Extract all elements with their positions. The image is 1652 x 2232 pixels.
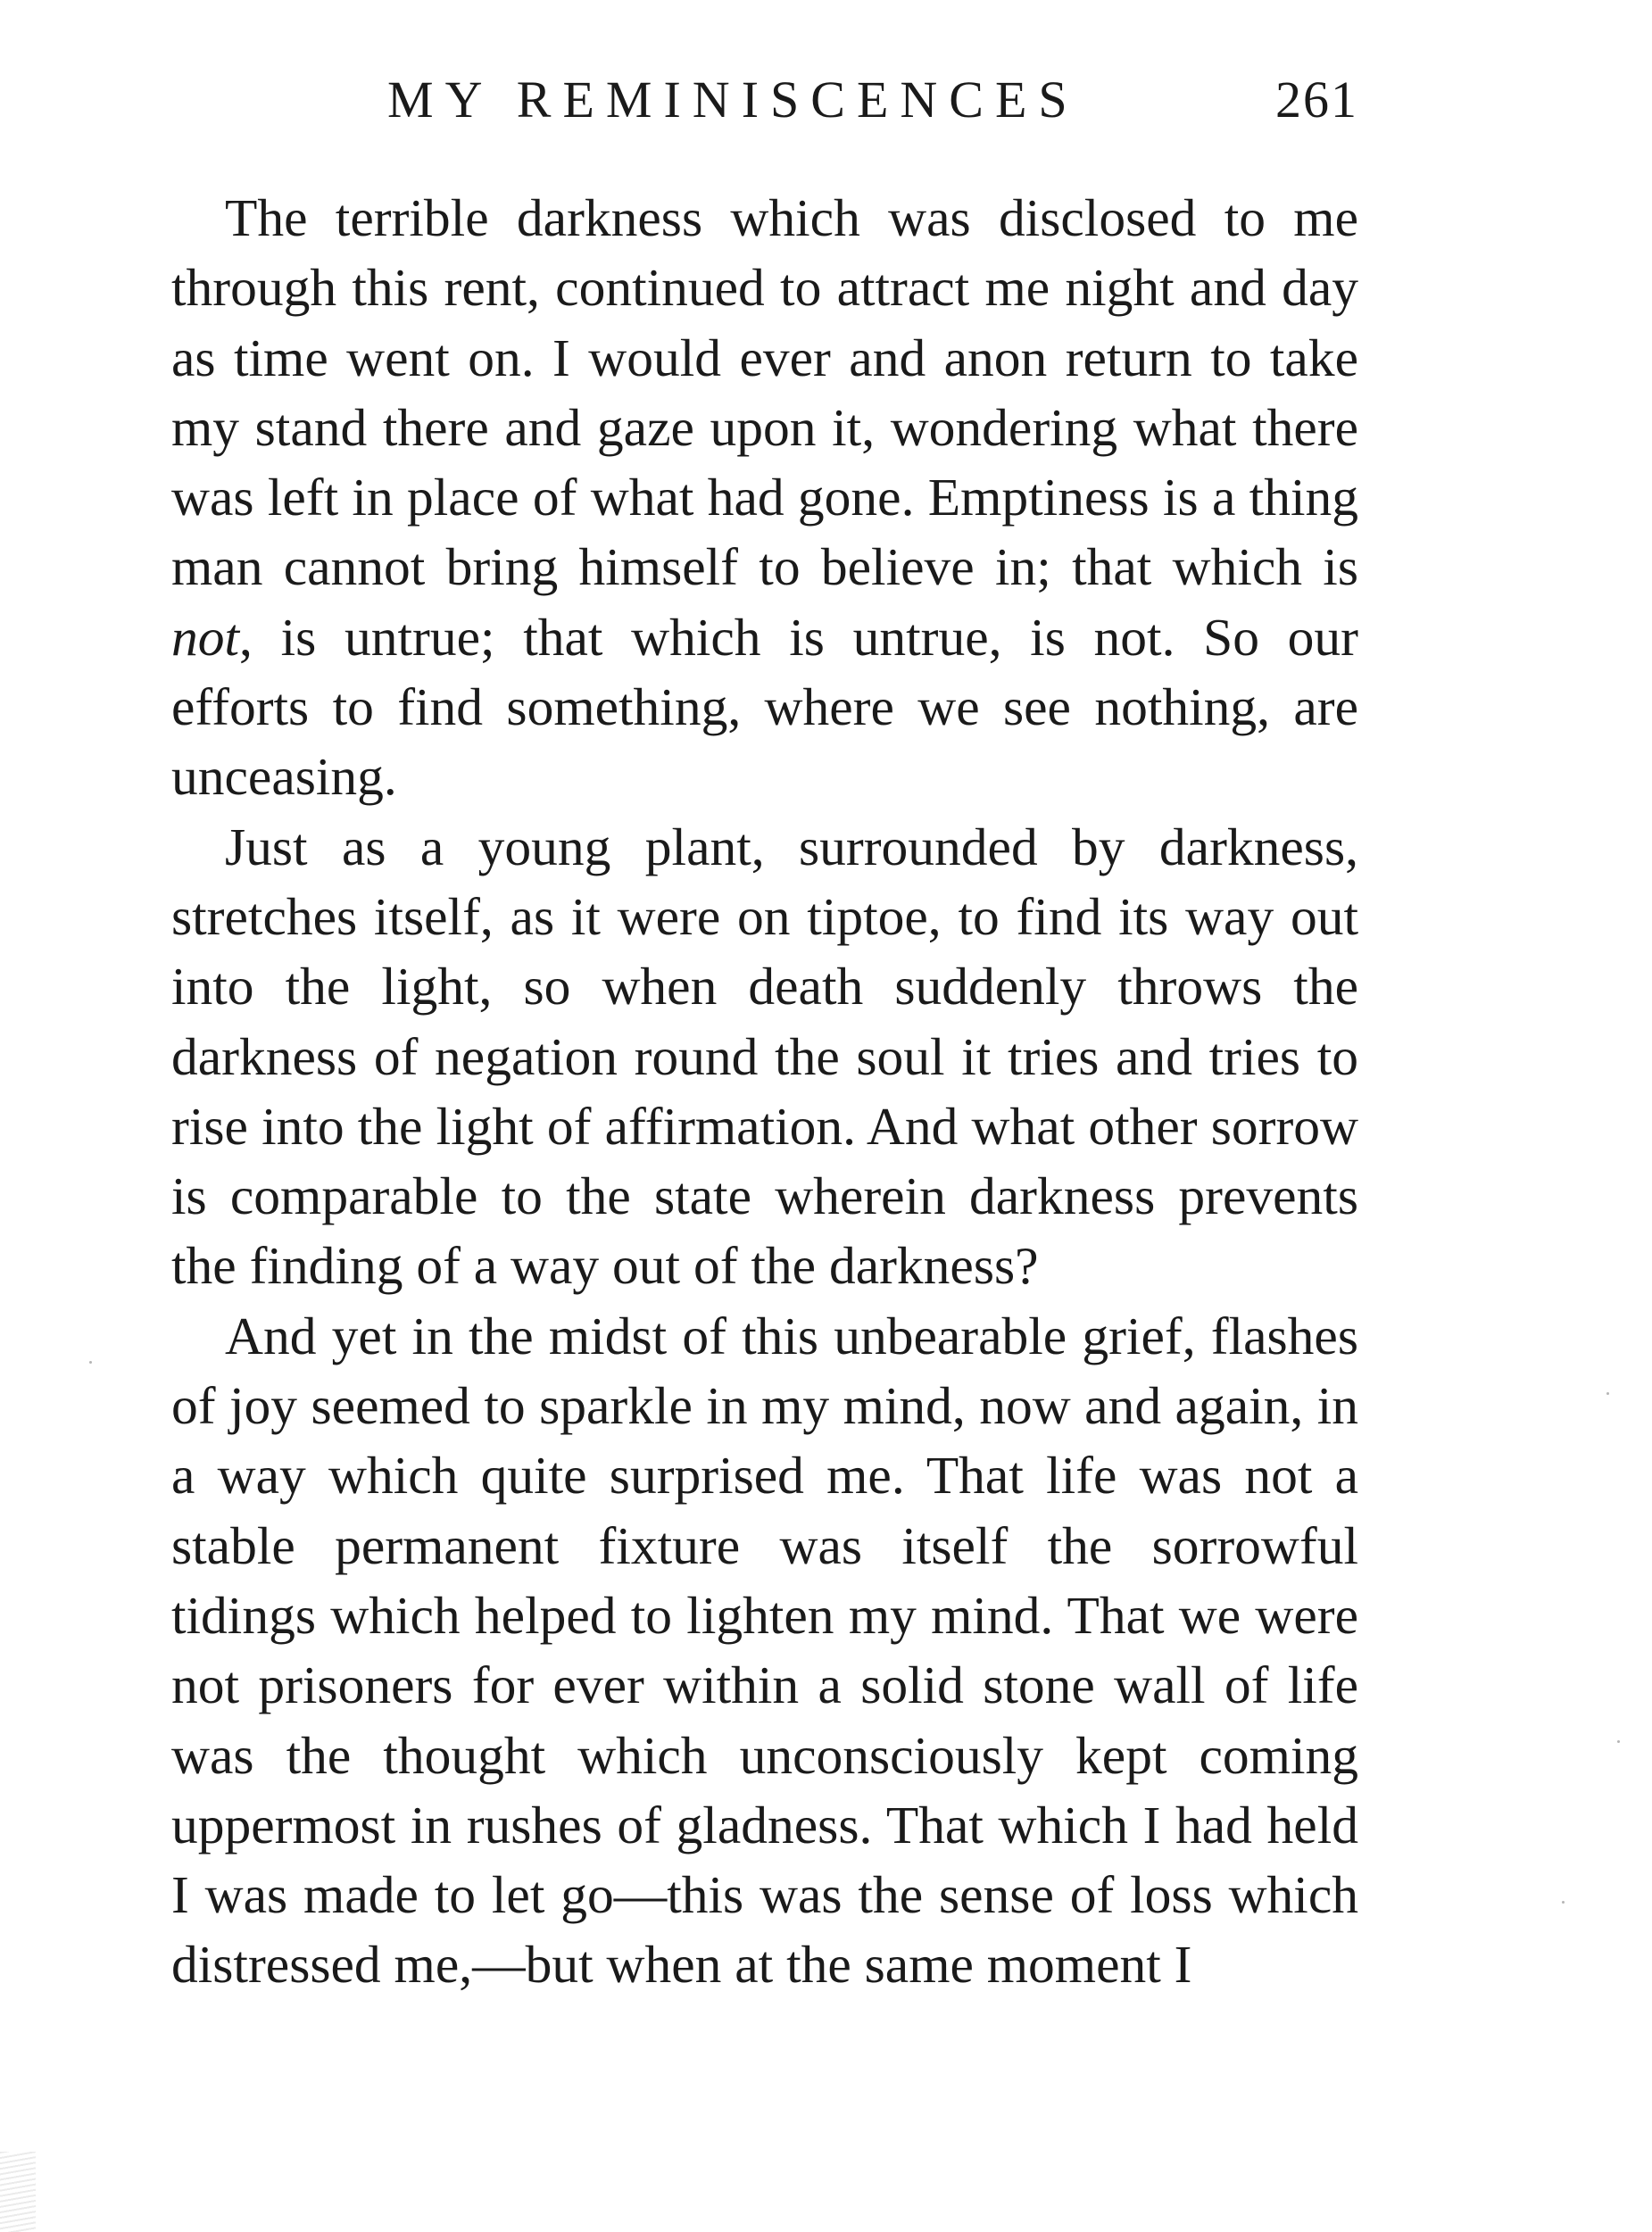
running-title: MY REMINISCENCES (387, 71, 1079, 129)
page-number: 261 (1275, 71, 1358, 129)
paragraph (171, 183, 1358, 812)
page-edge-noise (0, 2152, 36, 2232)
body-text (171, 183, 1358, 2000)
paragraph-text: , is untrue; that which is untrue, is not. So our efforts to find something, where we see nothing, are unceasing. (171, 607, 1358, 807)
running-head (171, 64, 1358, 136)
paper-speck (1562, 1901, 1565, 1904)
paragraph-text: The terrible darkness which was disclosed to me through this rent, continued to attract me night and day as time went on. I would ever and anon return to take my stand there and gaze upon it, wondering what there was left in place of what had gone. Emptiness is a thing man cannot bring himself to believe in; that which is (171, 188, 1358, 597)
paragraph: And yet in the midst of this unbearable grief, flashes of joy seemed to sparkle in my mind, now and again, in a way which quite surprised me. That life was not a stable permanent fixture was itself the sorrowful tidings which helped to lighten my mind. That we were not prisoners for ever within a solid stone wall of life was the thought which unconsciously kept coming uppermost in rushes of gladness. That which I had held I was made to let go—this was the sense of loss which distressed me,—but when at the same moment I (171, 1306, 1358, 1995)
paper-speck (89, 1361, 92, 1364)
paper-speck (1617, 1740, 1620, 1743)
paper-speck (1606, 1392, 1609, 1395)
paragraph: Just as a young plant, surrounded by darkness, stretches itself, as it were on tiptoe, to find its way out into the light, so when death suddenly throws the darkness of negation round the soul it tries and tries to rise into the light of affirmation. And what other sorrow is comparable to the state wherein darkness prevents the finding of a way out of the darkness? (171, 817, 1358, 1296)
emphasized-word: not (171, 607, 240, 667)
